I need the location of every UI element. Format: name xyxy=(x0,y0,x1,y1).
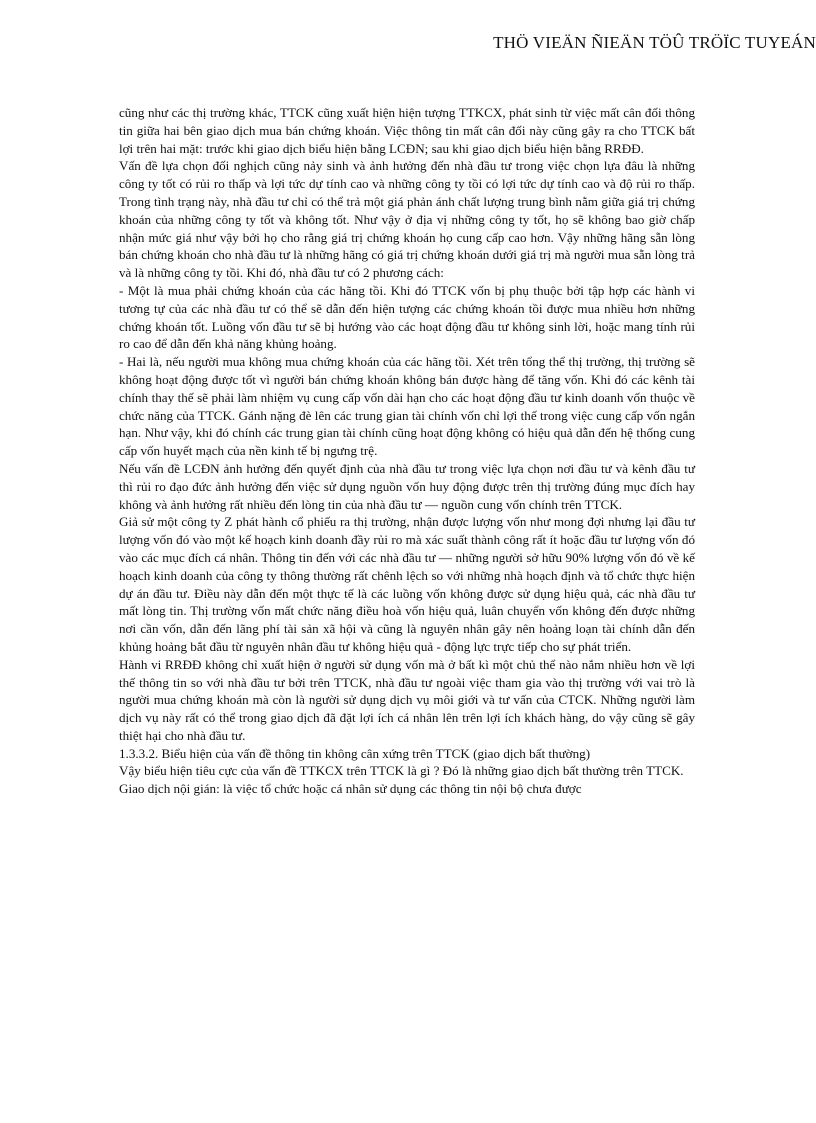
document-body xyxy=(119,104,695,798)
paragraph-adverse-selection: Vấn đề lựa chọn đối nghịch cũng nảy sinh và ảnh hưởng đến nhà đầu tư trong việc chọn lựa đâu là những công ty tốt có rủi ro thấp và lợi tức dự tính cao và những công ty tồi có lợi tức dự tính cao và độ rủi ro thấp. Trong tình trạng này, nhà đầu tư chỉ có thể trả một giá phản ánh chất lượng trung bình nằm giữa giá trị chứng khoán của những công ty tốt và không tốt. Như vậy ở địa vị những công ty tốt, họ sẽ không bao giờ chấp nhận mức giá như vậy bởi họ cho rằng giá trị chứng khoán họ cung cấp cao hơn. Vậy những hãng sẵn lòng bán chứng khoán cho nhà đầu tư là những hãng có giá trị chứng khoán dưới giá trị mà người mua sẵn lòng trả và là những công ty tồi. Khi đó, nhà đầu tư có 2 phương cách: xyxy=(119,158,695,281)
paragraph-option-two: - Hai là, nếu người mua không mua chứng khoán của các hãng tồi. Xét trên tổng thể thị trường, thị trường sẽ không hoạt động được tốt vì người bán chứng khoán không bán được hàng để tăng vốn. Khi đó các kênh tài chính thay thế sẽ phải làm nhiệm vụ cung cấp vốn dài hạn cho các hoạt động đầu tư kinh doanh vốn thuộc về chức năng của TTCK. Gánh nặng đè lên các trung gian tài chính vốn chỉ lợi thế trong việc cung cấp vốn ngắn hạn. Như vậy, khi đó chính các trung gian tài chính cũng hoạt động không có hiệu quả dẫn đến hệ thống cung cấp vốn huyết mạch của nền kinh tế bị ngưng trệ. xyxy=(119,354,695,459)
page-header: THÖ VIEÄN ÑIEÄN TÖÛ TRÖÏC TUYEÁN xyxy=(493,33,816,52)
section-heading: 1.3.3.2. Biểu hiện của vấn đề thông tin không cân xứng trên TTCK (giao dịch bất thường) xyxy=(119,745,591,761)
paragraph-negative-manifestation: Vậy biểu hiện tiêu cực của vấn đề TTKCX trên TTCK là gì ? Đó là những giao dịch bất thường trên TTCK. xyxy=(119,763,684,779)
paragraph-lcdn-impact: Nếu vấn đề LCĐN ảnh hưởng đến quyết định của nhà đầu tư trong việc lựa chọn nơi đầu tư và kênh đầu tư thì rủi ro đạo đức ảnh hưởng đến việc sử dụng nguồn vốn huy động được trên thị trường đúng mục đích hay không và ảnh hưởng rất nhiều đến lòng tin của nhà đầu tư — nguồn cung vốn chính trên TTCK. xyxy=(119,460,695,512)
paragraph-option-one: - Một là mua phải chứng khoán của các hãng tồi. Khi đó TTCK vốn bị phụ thuộc bởi tập hợp các hành vi tương tự của các nhà đầu tư có thể sẽ dẫn đến hiện tượng các chứng khoán tồi được mua nhiều hơn những chứng khoán tốt. Luồng vốn đầu tư sẽ bị hướng vào các hoạt động đầu tư không sinh lời, hoặc mang tính rủi ro cao để dẫn đến khả năng khủng hoảng. xyxy=(119,282,695,352)
paragraph-company-z-example: Giả sử một công ty Z phát hành cổ phiếu ra thị trường, nhận được lượng vốn như mong đợi nhưng lại đầu tư lượng vốn đó vào một kế hoạch kinh doanh đầy rủi ro mà xác suất thành công rất ít hoặc đầu tư lượng vốn đó vào các mục đích cá nhân. Thông tin đến với các nhà đầu tư — những người sở hữu 90% lượng vốn đó về kế hoạch kinh doanh của công ty thông thường rất chênh lệch so với những nhà hoạch định và tổ chức thực hiện dự án đầu tư. Điều này dẫn đến một thực tế là các luồng vốn không được sử dụng hiệu quả, các nhà đầu tư mất lòng tin. Thị trường vốn mất chức năng điều hoà vốn hiệu quả, luân chuyển vốn không đến được những nơi cần vốn, dẫn đến lãng phí tài sản xã hội và cũng là nguyên nhân gây nên hoảng loạn tài chính dẫn đến khủng hoảng bắt đầu từ nguyên nhân đầu tư không hiệu quả - động lực trực tiếp cho sự phát triển. xyxy=(119,514,695,654)
paragraph-moral-hazard: Hành vi RRĐĐ không chỉ xuất hiện ở người sử dụng vốn mà ở bất kì một chủ thể nào nắm nhiều hơn về lợi thế thông tin so với nhà đầu tư bởi trên TTCK, nhà đầu tư ngoài việc tham gia vào thị trường với vai trò là người mua chứng khoán mà còn là người sử dụng dịch vụ môi giới và tư vấn của CTCK. Những người làm dịch vụ này rất có thể trong giao dịch đã đặt lợi ích cá nhân lên trên lợi ích khách hàng, do vậy cũng sẽ gây thiệt hại cho nhà đầu tư. xyxy=(119,656,695,743)
paragraph-intro: cũng như các thị trường khác, TTCK cũng xuất hiện hiện tượng TTKCX, phát sinh từ việc mất cân đối thông tin giữa hai bên giao dịch mua bán chứng khoán. Việc thông tin mất cân đối này cũng gây ra cho TTCK bất lợi trên hai mặt: trước khi giao dịch biểu hiện bằng LCĐN; sau khi giao dịch biểu hiện bằng RRĐĐ. xyxy=(119,105,695,156)
paragraph-insider-trading: Giao dịch nội gián: là việc tổ chức hoặc cá nhân sử dụng các thông tin nội bộ chưa được xyxy=(119,781,582,797)
